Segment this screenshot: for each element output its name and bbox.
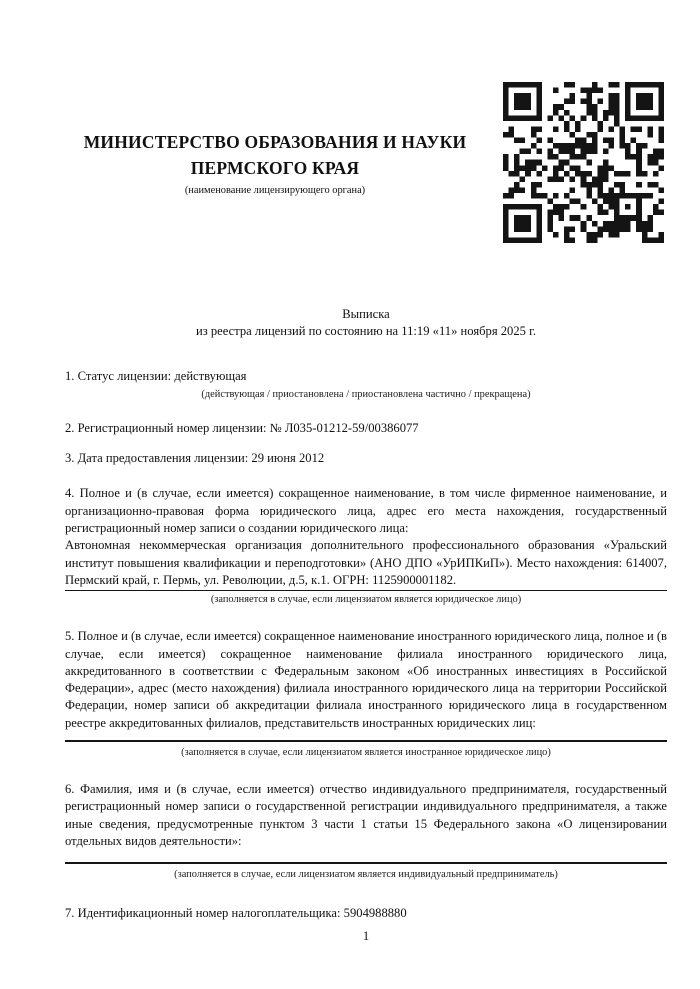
extract-subheading: из реестра лицензий по состоянию на 11:19 «11» ноября 2025 г. [195, 324, 536, 339]
section-foreign-entity-text: 5. Полное и (в случае, если имеется) сокращенное наименование иностранного юридического лица, полное и (в случае, если имеется) сокращенное наименование филиала иностранного юридического лица, аккредитованного в соответствии с Федеральным законом «Об иностранных инвестициях в Российской Федерации», адрес (место нахождения) филиала иностранного юридического лица на территории Российской Федерации, номер записи об аккредитации филиала иностранного юридического лица в государственном реестре аккредитованных филиалов, представительств иностранных юридических лиц: [65, 629, 667, 730]
section-taxpayer-number: 7. Идентификационный номер налогоплательщика: 5904988880 [65, 906, 407, 921]
extract-heading: Выписка [342, 307, 390, 321]
section-legal-entity-text: 4. Полное и (в случае, если имеется) сокращенное наименование, в том числе фирменное наименование, и организационно-правовая форма юридического лица, адрес его места нахождения, государственный регистрационный номер записи о создании юридического лица: [65, 486, 667, 536]
legal-entity-caption: (заполняется в случае, если лицензиатом является юридическое лицо) [210, 594, 522, 606]
ministry-name-line2: ПЕРМСКОГО КРАЯ [190, 158, 360, 178]
section-grant-date: 3. Дата предоставления лицензии: 29 июня 2012 [65, 451, 325, 466]
page-number: 1 [362, 929, 370, 943]
ministry-form-caption: (наименование лицензирующего органа) [184, 185, 366, 196]
section-legal-entity-value: Автономная некоммерческая организация дополнительного профессионального образования «Уральский институт повышения квалификации и переподготовки» (АНО ДПО «УрИПКиП»). Место нахождения: 614007, Пермский край, г. Пермь, ул. Революции, д.5, к.1. ОГРН: 1125900001182. [65, 537, 667, 591]
individual-entrepreneur-blank-line [65, 862, 667, 864]
foreign-entity-blank-line [65, 740, 667, 742]
status-options-caption: (действующая / приостановлена / приостановлена частично / прекращена) [201, 388, 531, 400]
document-body [65, 0, 667, 923]
foreign-entity-caption: (заполняется в случае, если лицензиатом является иностранное юридическое лицо) [181, 747, 551, 759]
section-license-status: 1. Статус лицензии: действующая [65, 368, 247, 383]
ministry-name-line1: МИНИСТЕРСТВО ОБРАЗОВАНИЯ И НАУКИ [83, 132, 467, 152]
extract-title [65, 0, 667, 341]
section-individual-entrepreneur-text: 6. Фамилия, имя и (в случае, если имеется) отчество индивидуального предпринимателя, государственный регистрационный номер записи о государственной регистрации индивидуального предпринимателя, а также иные сведения, предусмотренные пунктом 3 части 1 статьи 15 Федерального закона «О лицензировании отдельных видов деятельности»: [65, 782, 667, 848]
individual-entrepreneur-caption: (заполняется в случае, если лицензиатом является индивидуальный предприниматель) [174, 869, 558, 881]
section-registration-number: 2. Регистрационный номер лицензии: № Л035-01212-59/00386077 [65, 420, 419, 435]
